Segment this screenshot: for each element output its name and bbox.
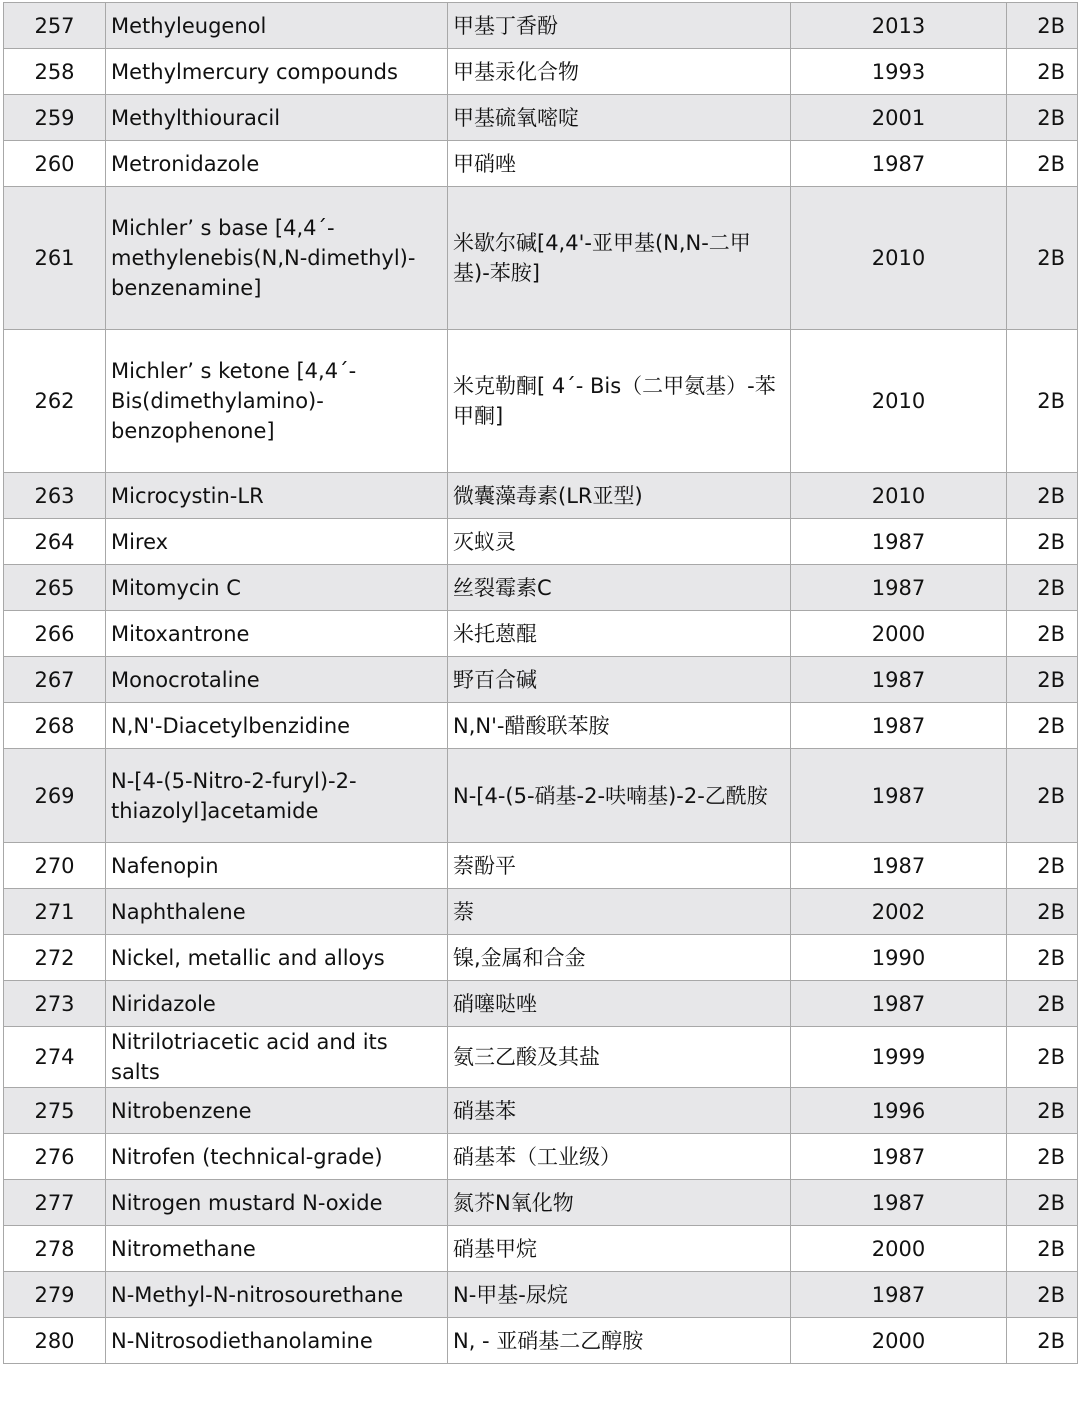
evaluation-year: 1987 [791, 657, 1007, 703]
evaluation-year: 1987 [791, 843, 1007, 889]
evaluation-year: 2010 [791, 330, 1007, 473]
group: 2B [1007, 330, 1078, 473]
row-number: 265 [4, 565, 106, 611]
agent-name: Nafenopin [106, 843, 448, 889]
agent-name: Nitrogen mustard N-oxide [106, 1180, 448, 1226]
agent-name: Methylthiouracil [106, 95, 448, 141]
row-number: 258 [4, 49, 106, 95]
row-number: 257 [4, 3, 106, 49]
agent-chinese-name: N-甲基-尿烷 [448, 1272, 791, 1318]
agent-chinese-name: 氨三乙酸及其盐 [448, 1027, 791, 1088]
row-number: 268 [4, 703, 106, 749]
evaluation-year: 1990 [791, 935, 1007, 981]
table-row [4, 703, 1078, 749]
agent-name: Niridazole [106, 981, 448, 1027]
table-row [4, 889, 1078, 935]
agent-chinese-name: 米克勒酮[ 4´- Bis（二甲氨基）-苯甲酮] [448, 330, 791, 473]
evaluation-year: 2010 [791, 473, 1007, 519]
group: 2B [1007, 141, 1078, 187]
agent-name: Nitrilotriacetic acid and its salts [106, 1027, 448, 1088]
table-row [4, 1272, 1078, 1318]
agent-chinese-name: 硝基甲烷 [448, 1226, 791, 1272]
agent-chinese-name: 米托蒽醌 [448, 611, 791, 657]
carcinogen-table [3, 2, 1078, 1364]
evaluation-year: 2000 [791, 611, 1007, 657]
table-row [4, 935, 1078, 981]
row-number: 263 [4, 473, 106, 519]
agent-chinese-name: 甲基丁香酚 [448, 3, 791, 49]
agent-name: Mitoxantrone [106, 611, 448, 657]
group: 2B [1007, 657, 1078, 703]
agent-name: Michler’ s ketone [4,4´-Bis(dimethylamino)-benzophenone] [106, 330, 448, 473]
group: 2B [1007, 981, 1078, 1027]
evaluation-year: 1993 [791, 49, 1007, 95]
group: 2B [1007, 519, 1078, 565]
agent-name: Monocrotaline [106, 657, 448, 703]
row-number: 276 [4, 1134, 106, 1180]
row-number: 279 [4, 1272, 106, 1318]
evaluation-year: 2013 [791, 3, 1007, 49]
agent-chinese-name: N, - 亚硝基二乙醇胺 [448, 1318, 791, 1364]
agent-name: Mitomycin C [106, 565, 448, 611]
row-number: 262 [4, 330, 106, 473]
agent-chinese-name: 甲硝唑 [448, 141, 791, 187]
evaluation-year: 1987 [791, 703, 1007, 749]
group: 2B [1007, 473, 1078, 519]
row-number: 271 [4, 889, 106, 935]
agent-chinese-name: 丝裂霉素C [448, 565, 791, 611]
table-row [4, 657, 1078, 703]
evaluation-year: 1987 [791, 1180, 1007, 1226]
agent-chinese-name: 微囊藻毒素(LR亚型) [448, 473, 791, 519]
group: 2B [1007, 703, 1078, 749]
agent-chinese-name: 镍,金属和合金 [448, 935, 791, 981]
agent-name: Metronidazole [106, 141, 448, 187]
row-number: 266 [4, 611, 106, 657]
table-row [4, 1318, 1078, 1364]
row-number: 273 [4, 981, 106, 1027]
evaluation-year: 2000 [791, 1318, 1007, 1364]
evaluation-year: 2001 [791, 95, 1007, 141]
group: 2B [1007, 611, 1078, 657]
row-number: 261 [4, 187, 106, 330]
evaluation-year: 1987 [791, 565, 1007, 611]
evaluation-year: 1987 [791, 1272, 1007, 1318]
evaluation-year: 1999 [791, 1027, 1007, 1088]
agent-name: Michler’ s base [4,4´-methylenebis(N,N-dimethyl)-benzenamine] [106, 187, 448, 330]
table-row [4, 1180, 1078, 1226]
agent-chinese-name: 氮芥N氧化物 [448, 1180, 791, 1226]
agent-chinese-name: 硝基苯（工业级） [448, 1134, 791, 1180]
table-row [4, 141, 1078, 187]
table-row [4, 1027, 1078, 1088]
agent-chinese-name: 甲基硫氧嘧啶 [448, 95, 791, 141]
evaluation-year: 2000 [791, 1226, 1007, 1272]
agent-chinese-name: N,N'-醋酸联苯胺 [448, 703, 791, 749]
table-row [4, 611, 1078, 657]
row-number: 260 [4, 141, 106, 187]
agent-chinese-name: 萘 [448, 889, 791, 935]
agent-name: Nitrobenzene [106, 1088, 448, 1134]
agent-chinese-name: 野百合碱 [448, 657, 791, 703]
table-row [4, 981, 1078, 1027]
agent-name: Methyleugenol [106, 3, 448, 49]
agent-chinese-name: 硝基苯 [448, 1088, 791, 1134]
table-row [4, 187, 1078, 330]
evaluation-year: 1987 [791, 1134, 1007, 1180]
agent-name: Methylmercury compounds [106, 49, 448, 95]
row-number: 278 [4, 1226, 106, 1272]
table-row [4, 1134, 1078, 1180]
group: 2B [1007, 749, 1078, 843]
group: 2B [1007, 565, 1078, 611]
row-number: 277 [4, 1180, 106, 1226]
evaluation-year: 1987 [791, 749, 1007, 843]
agent-name: N-Methyl-N-nitrosourethane [106, 1272, 448, 1318]
agent-name: N-Nitrosodiethanolamine [106, 1318, 448, 1364]
table-row [4, 95, 1078, 141]
agent-name: Nickel, metallic and alloys [106, 935, 448, 981]
agent-name: N-[4-(5-Nitro-2-furyl)-2-thiazolyl]acetamide [106, 749, 448, 843]
evaluation-year: 1996 [791, 1088, 1007, 1134]
table-row [4, 1088, 1078, 1134]
table-row [4, 473, 1078, 519]
agent-name: Nitromethane [106, 1226, 448, 1272]
row-number: 267 [4, 657, 106, 703]
agent-name: Naphthalene [106, 889, 448, 935]
evaluation-year: 2002 [791, 889, 1007, 935]
row-number: 264 [4, 519, 106, 565]
agent-name: Microcystin-LR [106, 473, 448, 519]
row-number: 269 [4, 749, 106, 843]
group: 2B [1007, 1226, 1078, 1272]
agent-chinese-name: 硝噻哒唑 [448, 981, 791, 1027]
row-number: 275 [4, 1088, 106, 1134]
agent-name: Mirex [106, 519, 448, 565]
table-row [4, 330, 1078, 473]
table-row [4, 749, 1078, 843]
table-row [4, 3, 1078, 49]
agent-chinese-name: 甲基汞化合物 [448, 49, 791, 95]
row-number: 270 [4, 843, 106, 889]
group: 2B [1007, 935, 1078, 981]
table-row [4, 519, 1078, 565]
group: 2B [1007, 843, 1078, 889]
group: 2B [1007, 1027, 1078, 1088]
group: 2B [1007, 49, 1078, 95]
agent-name: Nitrofen (technical-grade) [106, 1134, 448, 1180]
table-row [4, 49, 1078, 95]
evaluation-year: 2010 [791, 187, 1007, 330]
agent-chinese-name: 灭蚁灵 [448, 519, 791, 565]
row-number: 280 [4, 1318, 106, 1364]
agent-chinese-name: 萘酚平 [448, 843, 791, 889]
agent-chinese-name: N-[4-(5-硝基-2-呋喃基)-2-乙酰胺 [448, 749, 791, 843]
group: 2B [1007, 95, 1078, 141]
evaluation-year: 1987 [791, 981, 1007, 1027]
group: 2B [1007, 187, 1078, 330]
evaluation-year: 1987 [791, 141, 1007, 187]
group: 2B [1007, 1134, 1078, 1180]
group: 2B [1007, 3, 1078, 49]
row-number: 274 [4, 1027, 106, 1088]
group: 2B [1007, 1180, 1078, 1226]
group: 2B [1007, 1272, 1078, 1318]
table-row [4, 843, 1078, 889]
row-number: 272 [4, 935, 106, 981]
group: 2B [1007, 1318, 1078, 1364]
group: 2B [1007, 1088, 1078, 1134]
group: 2B [1007, 889, 1078, 935]
agent-name: N,N'-Diacetylbenzidine [106, 703, 448, 749]
agent-chinese-name: 米歇尔碱[4,4'-亚甲基(N,N-二甲基)-苯胺] [448, 187, 791, 330]
table-row [4, 565, 1078, 611]
table-row [4, 1226, 1078, 1272]
row-number: 259 [4, 95, 106, 141]
evaluation-year: 1987 [791, 519, 1007, 565]
